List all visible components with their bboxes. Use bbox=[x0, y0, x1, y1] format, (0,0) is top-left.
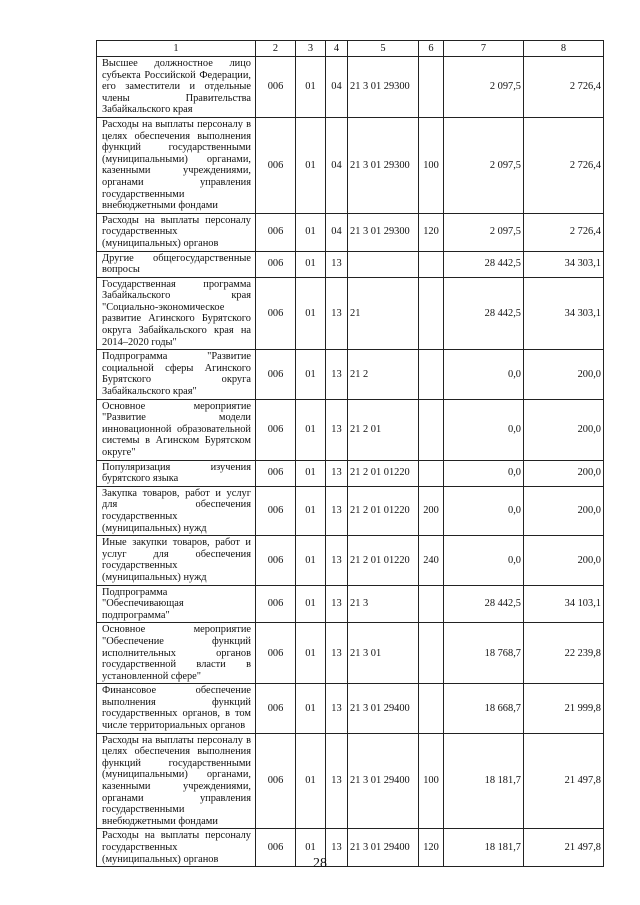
target-article-cell: 21 3 01 29400 bbox=[348, 684, 419, 733]
amount-year1-cell: 0,0 bbox=[444, 350, 524, 399]
expense-type-cell bbox=[419, 277, 444, 350]
grbs-code-cell: 006 bbox=[256, 536, 296, 585]
budget-table-sheet bbox=[96, 40, 603, 867]
table-row bbox=[97, 486, 604, 535]
amount-year1-cell: 18 768,7 bbox=[444, 623, 524, 684]
section-code-cell: 01 bbox=[296, 350, 326, 399]
section-code-cell: 01 bbox=[296, 277, 326, 350]
section-code-cell: 01 bbox=[296, 733, 326, 829]
header-cell: 3 bbox=[296, 41, 326, 57]
row-name-cell: Закупка товаров, работ и услуг для обеспечения государственных (муниципальных) нужд bbox=[97, 486, 256, 535]
section-code-cell: 01 bbox=[296, 251, 326, 277]
amount-year2-cell: 21 497,8 bbox=[524, 829, 604, 867]
subsection-code-cell: 13 bbox=[326, 277, 348, 350]
target-article-cell: 21 3 01 29400 bbox=[348, 733, 419, 829]
table-header-row bbox=[97, 41, 604, 57]
subsection-code-cell: 13 bbox=[326, 486, 348, 535]
target-article-cell: 21 2 01 01220 bbox=[348, 460, 419, 486]
header-cell: 4 bbox=[326, 41, 348, 57]
amount-year2-cell: 21 999,8 bbox=[524, 684, 604, 733]
amount-year1-cell: 28 442,5 bbox=[444, 251, 524, 277]
row-name-cell: Расходы на выплаты персоналу в целях обеспечения выполнения функций государственными (муниципальными) органами, казенными учреждениями, органами управления государственными внебюджетными фондами bbox=[97, 117, 256, 213]
expense-type-cell: 100 bbox=[419, 117, 444, 213]
section-code-cell: 01 bbox=[296, 57, 326, 118]
table-row bbox=[97, 117, 604, 213]
header-cell: 8 bbox=[524, 41, 604, 57]
table-row bbox=[97, 684, 604, 733]
subsection-code-cell: 13 bbox=[326, 536, 348, 585]
row-name-cell: Основное мероприятие "Развитие модели инновационной образовательной системы в Агинском Бурятском округе" bbox=[97, 399, 256, 460]
expense-type-cell bbox=[419, 399, 444, 460]
amount-year2-cell: 200,0 bbox=[524, 460, 604, 486]
amount-year2-cell: 200,0 bbox=[524, 399, 604, 460]
amount-year1-cell: 2 097,5 bbox=[444, 117, 524, 213]
amount-year1-cell: 28 442,5 bbox=[444, 585, 524, 623]
page-number: 28 bbox=[313, 856, 327, 871]
budget-table bbox=[96, 40, 604, 867]
amount-year2-cell: 21 497,8 bbox=[524, 733, 604, 829]
subsection-code-cell: 13 bbox=[326, 251, 348, 277]
target-article-cell: 21 3 01 bbox=[348, 623, 419, 684]
table-row bbox=[97, 585, 604, 623]
amount-year1-cell: 0,0 bbox=[444, 536, 524, 585]
row-name-cell: Основное мероприятие "Обеспечение функций исполнительных органов государственной власти в установленной сфере" bbox=[97, 623, 256, 684]
section-code-cell: 01 bbox=[296, 117, 326, 213]
grbs-code-cell: 006 bbox=[256, 57, 296, 118]
subsection-code-cell: 13 bbox=[326, 399, 348, 460]
amount-year2-cell: 200,0 bbox=[524, 536, 604, 585]
grbs-code-cell: 006 bbox=[256, 585, 296, 623]
amount-year1-cell: 0,0 bbox=[444, 460, 524, 486]
target-article-cell: 21 3 01 29300 bbox=[348, 213, 419, 251]
table-row bbox=[97, 277, 604, 350]
section-code-cell: 01 bbox=[296, 486, 326, 535]
target-article-cell: 21 2 bbox=[348, 350, 419, 399]
amount-year1-cell: 28 442,5 bbox=[444, 277, 524, 350]
grbs-code-cell: 006 bbox=[256, 117, 296, 213]
expense-type-cell: 120 bbox=[419, 213, 444, 251]
table-row bbox=[97, 733, 604, 829]
row-name-cell: Расходы на выплаты персоналу государственных (муниципальных) органов bbox=[97, 829, 256, 867]
amount-year2-cell: 2 726,4 bbox=[524, 57, 604, 118]
expense-type-cell: 200 bbox=[419, 486, 444, 535]
amount-year1-cell: 2 097,5 bbox=[444, 213, 524, 251]
table-row bbox=[97, 460, 604, 486]
header-cell: 5 bbox=[348, 41, 419, 57]
expense-type-cell: 240 bbox=[419, 536, 444, 585]
subsection-code-cell: 04 bbox=[326, 213, 348, 251]
amount-year2-cell: 2 726,4 bbox=[524, 213, 604, 251]
table-row bbox=[97, 213, 604, 251]
header-cell: 6 bbox=[419, 41, 444, 57]
header-cell: 7 bbox=[444, 41, 524, 57]
amount-year1-cell: 18 181,7 bbox=[444, 733, 524, 829]
row-name-cell: Популяризация изучения бурятского языка bbox=[97, 460, 256, 486]
expense-type-cell bbox=[419, 57, 444, 118]
target-article-cell: 21 3 01 29300 bbox=[348, 57, 419, 118]
subsection-code-cell: 13 bbox=[326, 829, 348, 867]
row-name-cell: Государственная программа Забайкальского края "Социально-экономическое развитие Агинского Бурятского округа Забайкальского края на 2014–2020 годы" bbox=[97, 277, 256, 350]
target-article-cell: 21 3 01 29400 bbox=[348, 829, 419, 867]
target-article-cell: 21 2 01 01220 bbox=[348, 486, 419, 535]
grbs-code-cell: 006 bbox=[256, 251, 296, 277]
target-article-cell: 21 2 01 01220 bbox=[348, 536, 419, 585]
subsection-code-cell: 13 bbox=[326, 350, 348, 399]
row-name-cell: Другие общегосударственные вопросы bbox=[97, 251, 256, 277]
grbs-code-cell: 006 bbox=[256, 684, 296, 733]
row-name-cell: Расходы на выплаты персоналу государственных (муниципальных) органов bbox=[97, 213, 256, 251]
table-row bbox=[97, 623, 604, 684]
amount-year1-cell: 18 181,7 bbox=[444, 829, 524, 867]
target-article-cell: 21 3 bbox=[348, 585, 419, 623]
amount-year1-cell: 0,0 bbox=[444, 486, 524, 535]
expense-type-cell: 100 bbox=[419, 733, 444, 829]
table-row bbox=[97, 57, 604, 118]
grbs-code-cell: 006 bbox=[256, 277, 296, 350]
target-article-cell: 21 bbox=[348, 277, 419, 350]
target-article-cell bbox=[348, 251, 419, 277]
grbs-code-cell: 006 bbox=[256, 486, 296, 535]
subsection-code-cell: 13 bbox=[326, 684, 348, 733]
target-article-cell: 21 2 01 bbox=[348, 399, 419, 460]
section-code-cell: 01 bbox=[296, 213, 326, 251]
section-code-cell: 01 bbox=[296, 623, 326, 684]
row-name-cell: Высшее должностное лицо субъекта Российской Федерации, его заместители и отдельные члены Правительства Забайкальского края bbox=[97, 57, 256, 118]
amount-year2-cell: 200,0 bbox=[524, 350, 604, 399]
section-code-cell: 01 bbox=[296, 399, 326, 460]
amount-year1-cell: 2 097,5 bbox=[444, 57, 524, 118]
table-row bbox=[97, 350, 604, 399]
section-code-cell: 01 bbox=[296, 536, 326, 585]
section-code-cell: 01 bbox=[296, 585, 326, 623]
row-name-cell: Иные закупки товаров, работ и услуг для обеспечения государственных (муниципальных) нужд bbox=[97, 536, 256, 585]
grbs-code-cell: 006 bbox=[256, 829, 296, 867]
section-code-cell: 01 bbox=[296, 460, 326, 486]
row-name-cell: Финансовое обеспечение выполнения функций государственных органов, в том числе территориальных органов bbox=[97, 684, 256, 733]
table-row bbox=[97, 536, 604, 585]
grbs-code-cell: 006 bbox=[256, 733, 296, 829]
target-article-cell: 21 3 01 29300 bbox=[348, 117, 419, 213]
amount-year2-cell: 200,0 bbox=[524, 486, 604, 535]
grbs-code-cell: 006 bbox=[256, 399, 296, 460]
row-name-cell: Расходы на выплаты персоналу в целях обеспечения выполнения функций государственными (муниципальными) органами, казенными учреждениями, органами управления государственными внебюджетными фондами bbox=[97, 733, 256, 829]
amount-year2-cell: 34 303,1 bbox=[524, 277, 604, 350]
expense-type-cell: 120 bbox=[419, 829, 444, 867]
expense-type-cell bbox=[419, 623, 444, 684]
grbs-code-cell: 006 bbox=[256, 623, 296, 684]
amount-year1-cell: 18 668,7 bbox=[444, 684, 524, 733]
amount-year2-cell: 2 726,4 bbox=[524, 117, 604, 213]
expense-type-cell bbox=[419, 460, 444, 486]
subsection-code-cell: 04 bbox=[326, 117, 348, 213]
subsection-code-cell: 13 bbox=[326, 623, 348, 684]
grbs-code-cell: 006 bbox=[256, 460, 296, 486]
section-code-cell: 01 bbox=[296, 829, 326, 867]
subsection-code-cell: 13 bbox=[326, 460, 348, 486]
header-cell: 2 bbox=[256, 41, 296, 57]
expense-type-cell bbox=[419, 684, 444, 733]
grbs-code-cell: 006 bbox=[256, 350, 296, 399]
expense-type-cell bbox=[419, 585, 444, 623]
table-row bbox=[97, 399, 604, 460]
amount-year2-cell: 34 103,1 bbox=[524, 585, 604, 623]
subsection-code-cell: 04 bbox=[326, 57, 348, 118]
amount-year1-cell: 0,0 bbox=[444, 399, 524, 460]
header-cell: 1 bbox=[97, 41, 256, 57]
expense-type-cell bbox=[419, 350, 444, 399]
section-code-cell: 01 bbox=[296, 684, 326, 733]
amount-year2-cell: 34 303,1 bbox=[524, 251, 604, 277]
table-row bbox=[97, 251, 604, 277]
row-name-cell: Подпрограмма "Обеспечивающая подпрограмма" bbox=[97, 585, 256, 623]
grbs-code-cell: 006 bbox=[256, 213, 296, 251]
row-name-cell: Подпрограмма "Развитие социальной сферы Агинского Бурятского округа Забайкальского края" bbox=[97, 350, 256, 399]
expense-type-cell bbox=[419, 251, 444, 277]
amount-year2-cell: 22 239,8 bbox=[524, 623, 604, 684]
subsection-code-cell: 13 bbox=[326, 733, 348, 829]
subsection-code-cell: 13 bbox=[326, 585, 348, 623]
